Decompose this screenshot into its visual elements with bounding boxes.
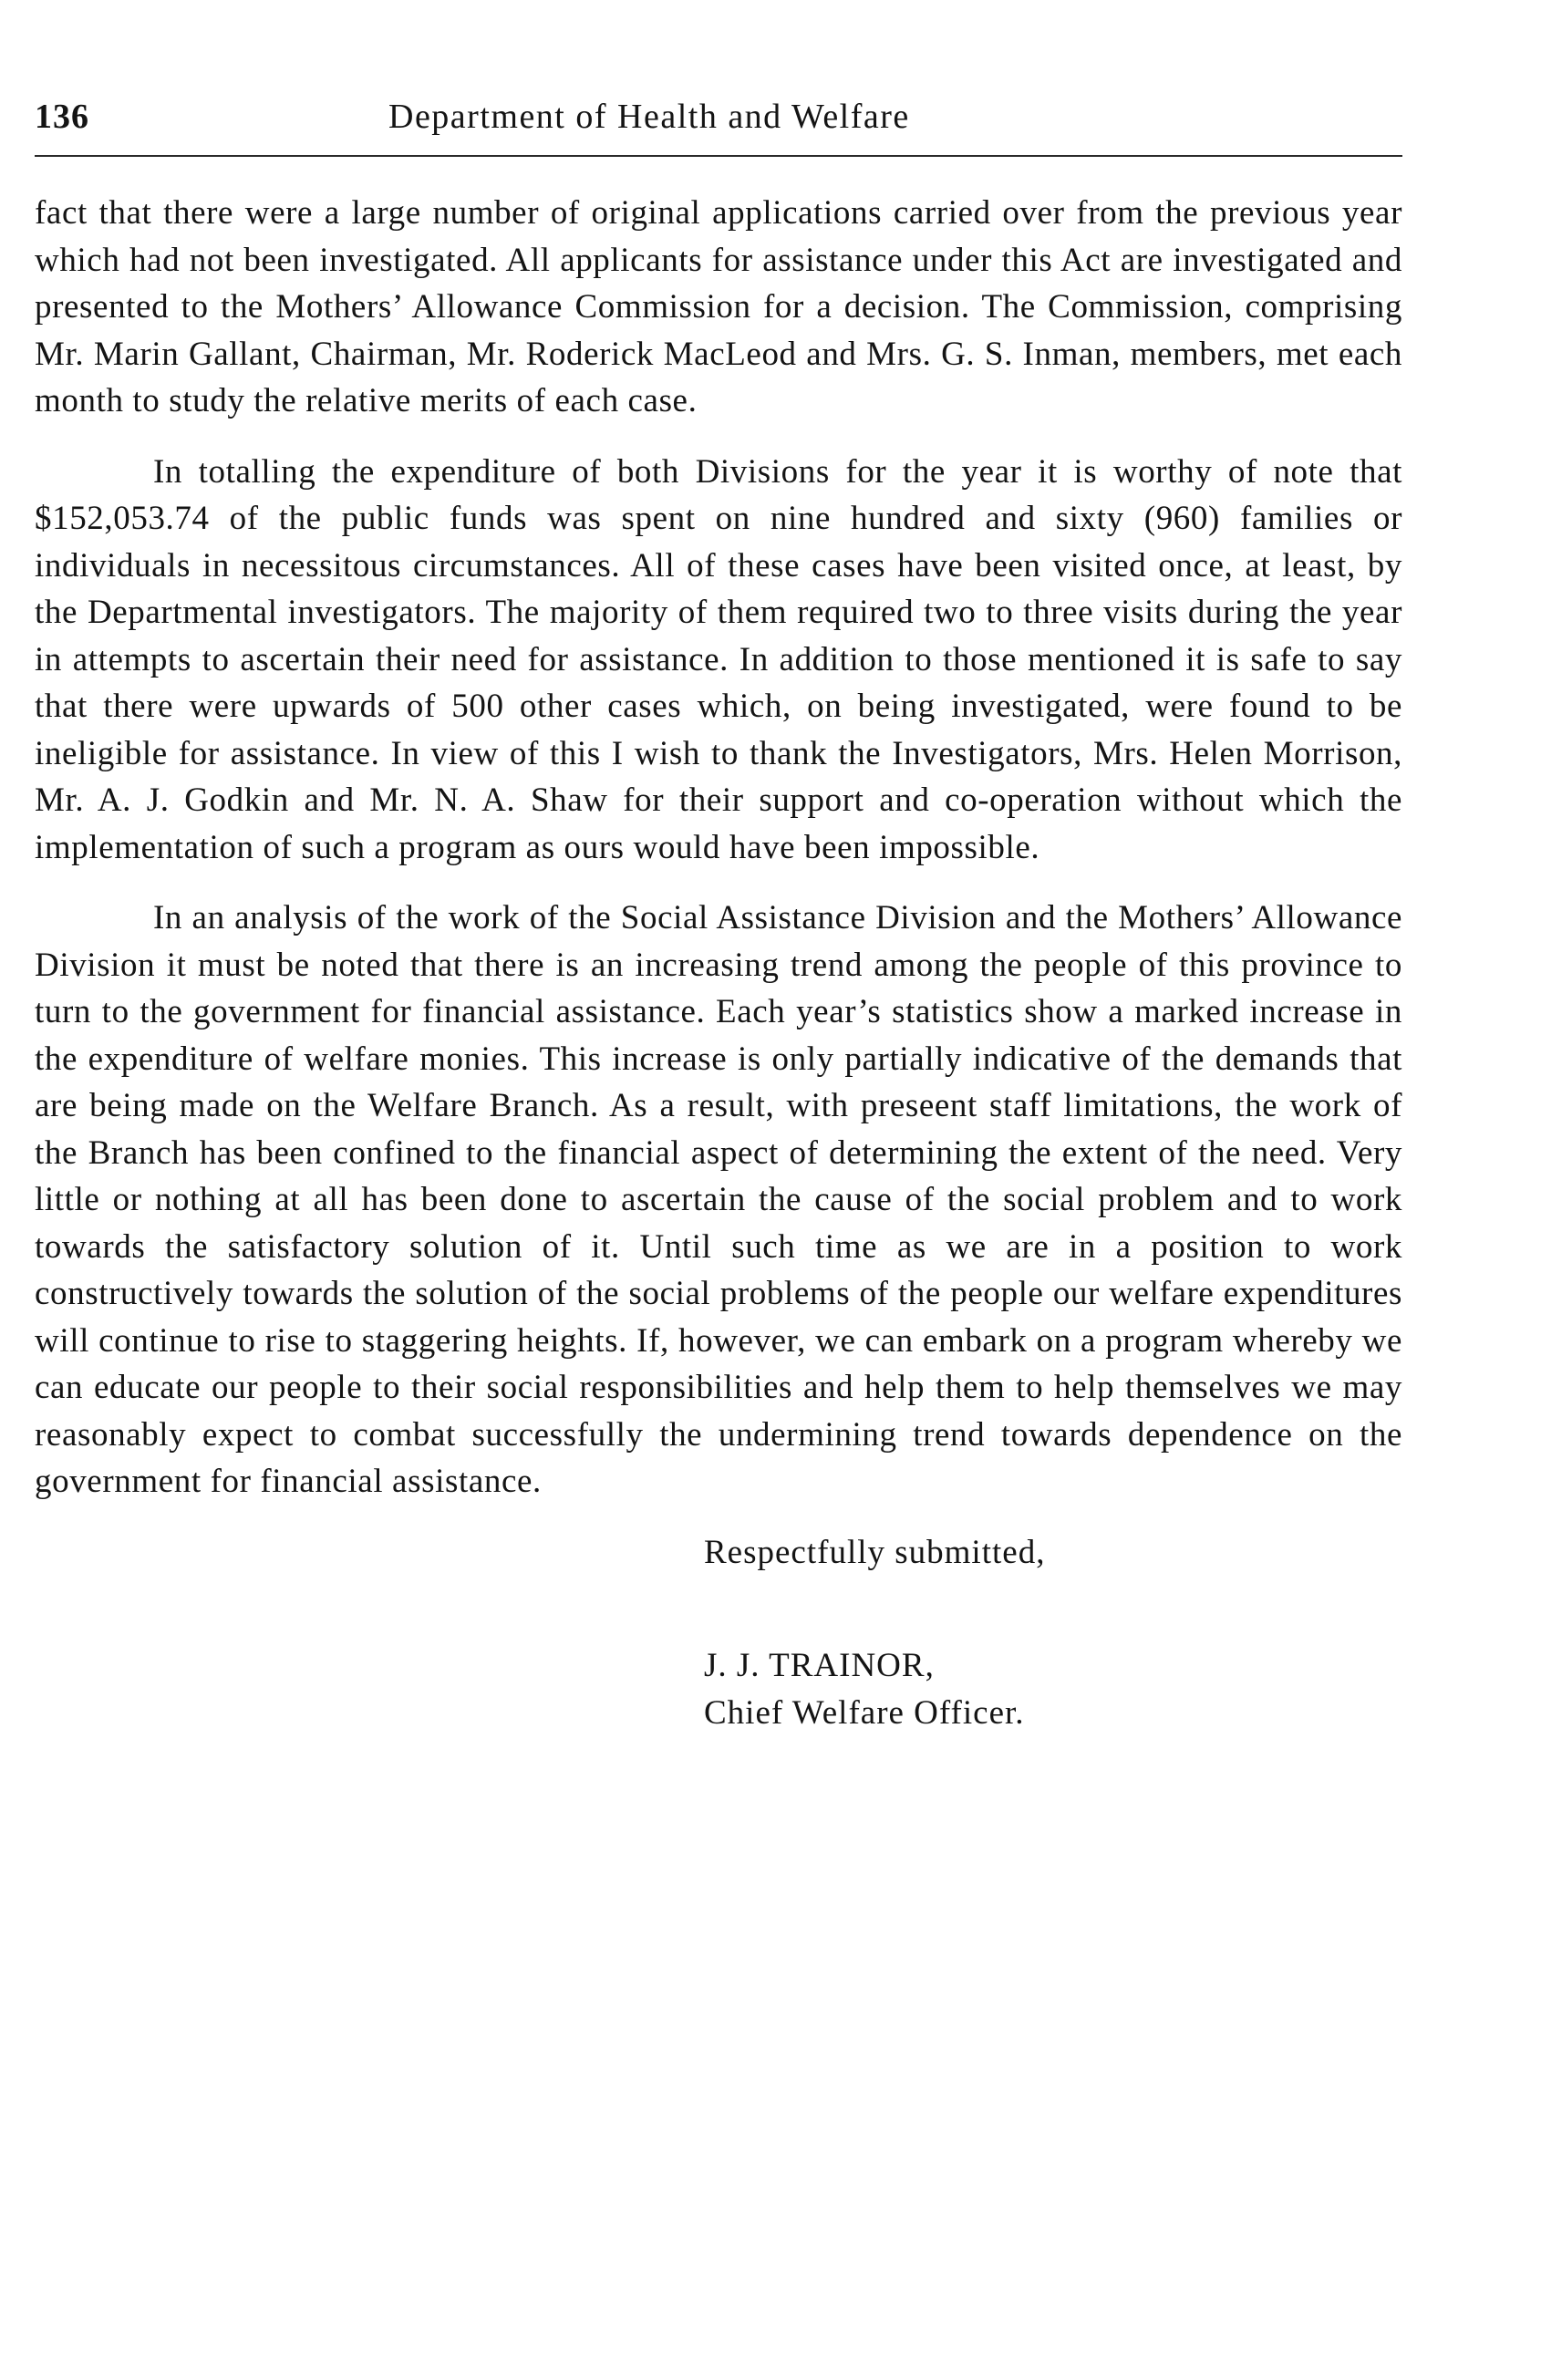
paragraph-expenditure: In totalling the expenditure of both Divisions for the year it is worthy of note that $152,053.74 of the public funds was spent on nine hundred and sixty (960) families or individuals in necessitous circumstances. All of these cases have been visited once, at least, by the Departmental investigators. The majority of them required two to three visits during the year in attempts to ascertain their need for assistance. In addition to those mentioned it is safe to say that there were upwards of 500 other cases which, on being investigated, were found to be ineligible for assistance. In view of this I wish to thank the Investigators, Mrs. Helen Morrison, Mr. A. J. Godkin and Mr. N. A. Shaw for their support and co-operation without which the implementation of such a program as ours would have been impossible. — [35, 452, 1402, 866]
body-text — [35, 190, 1402, 1506]
signature-block — [704, 1529, 1402, 1737]
paragraph-analysis: In an analysis of the work of the Social Assistance Division and the Mothers’ Allowance Division it must be noted that there is an increasing trend among the people of this province to turn to the government for financial assistance. Each year’s statistics show a marked increase in the expenditure of welfare monies. This increase is only partially indicative of the demands that are being made on the Welfare Branch. As a result, with preseent staff limitations, the work of the Branch has been confined to the financial aspect of determining the extent of the need. Very little or nothing at all has been done to ascertain the cause of the social problem and to work towards the satisfactory solution of it. Until such time as we are in a position to work constructively towards the solution of the social problems of the people our welfare expenditures will continue to rise to staggering heights. If, however, we can embark on a program whereby we can educate our people to their social responsibilities and help them to help themselves we may reasonably expect to combat successfully the undermining trend towards dependence on the government for financial assistance. — [35, 899, 1402, 1500]
signer — [704, 1642, 1402, 1736]
signer-title: Chief Welfare Officer. — [704, 1693, 1025, 1732]
page-header — [35, 91, 1402, 157]
running-title: Department of Health and Welfare — [388, 98, 910, 136]
paragraph-continuation: fact that there were a large number of original applications carried over from the previous year which had not been investigated. All applicants for assistance under this Act are investigated and presented to the Mothers’ Allowance Commission for a decision. The Commission, comprising Mr. Marin Gallant, Chairman, Mr. Roderick MacLeod and Mrs. G. S. Inman, members, met each month to study the relative merits of each case. — [35, 194, 1402, 419]
signer-name: J. J. TRAINOR, — [704, 1647, 935, 1684]
page-number: 136 — [35, 98, 89, 136]
document-page — [35, 91, 1402, 1736]
closing-line: Respectfully submitted, — [704, 1533, 1046, 1571]
